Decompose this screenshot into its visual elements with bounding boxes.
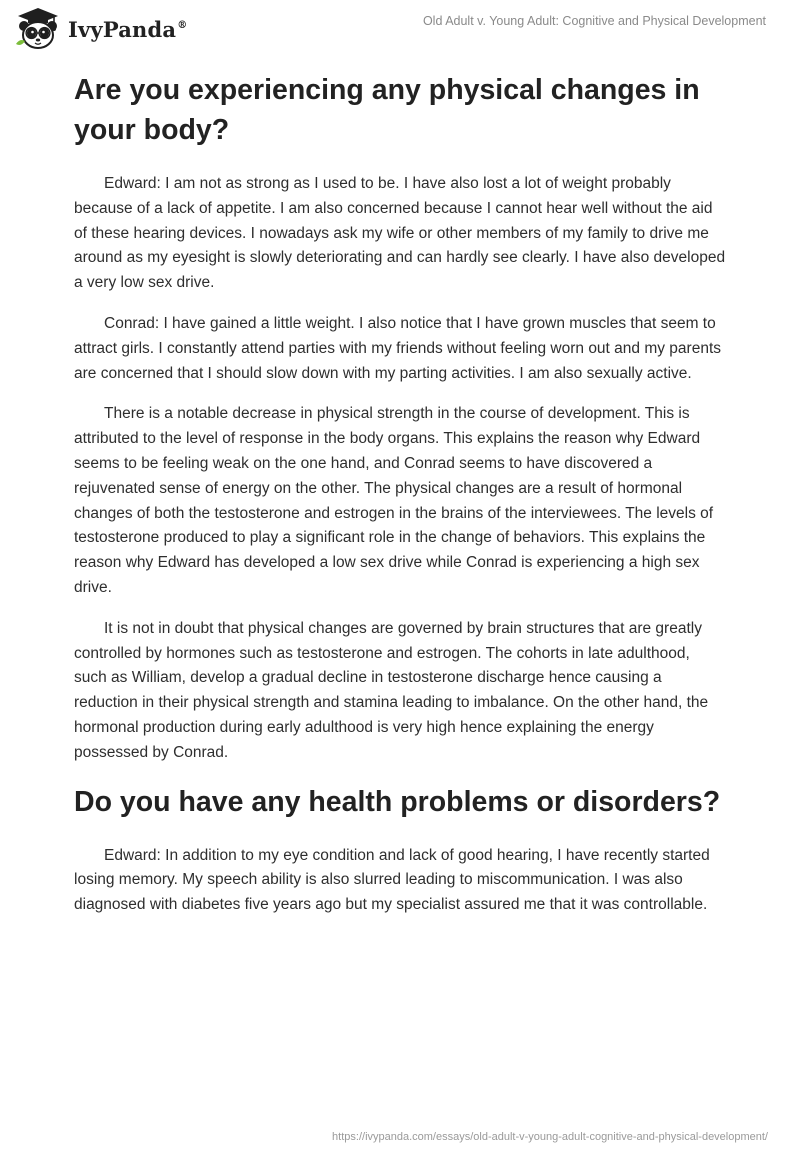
ivypanda-logo[interactable]: [14, 6, 187, 52]
paragraph: Edward: In addition to my eye condition and lack of good hearing, I have recently started losing memory. My speech ability is also slurred leading to miscommunication. I was also diagnosed with diabetes five years ago but my specialist assured me that it was controllable.: [74, 846, 710, 914]
logo-text: IvyPanda®: [68, 16, 188, 42]
paragraph: Conrad: I have gained a little weight. I also notice that I have grown muscles that seem to attract girls. I constantly attend parties with my friends without feeling worn out and my parents are concerned that I should slow down with my parting activities. I am also sexually active.: [74, 314, 722, 382]
paragraph: Edward: I am not as strong as I used to be. I have also lost a lot of weight probably because of a lack of appetite. I am also concerned because I cannot hear well without the aid of these hearing devices. I nowadays ask my wife or other members of my family to drive me around as my eyesight is slowly deteriorating and can hardly see clearly. I have also developed a very low sex drive.: [74, 175, 726, 292]
paragraph: There is a notable decrease in physical strength in the course of development. This is attributed to the level of response in the body organs. This explains the reason why Edward seems to be feeling weak on the one hand, and Conrad seems to have discovered a rejuvenated sense of energy on the other. The physical changes are a result of hormonal changes of both the testosterone and estrogen in the brains of the interviewees. The levels of testosterone produced to play a significant role in the change of behaviors. This explains the reason why Edward has developed a low sex drive while Conrad is experiencing a high sex drive.: [74, 405, 714, 596]
section-heading-physical-changes: Are you experiencing any physical changes in your body?: [74, 74, 700, 146]
source-url[interactable]: https://ivypanda.com/essays/old-adult-v-young-adult-cognitive-and-physical-development/: [332, 1131, 768, 1143]
essay-content: [74, 70, 726, 934]
panda-mascot-icon: [14, 6, 62, 52]
paragraph: It is not in doubt that physical changes are governed by brain structures that are greatly controlled by hormones such as testosterone and estrogen. The cohorts in late adulthood, such as William, develop a gradual decline in testosterone discharge hence causing a reduction in their physical strength and stamina leading to imbalance. On the other hand, the hormonal production during early adulthood is very high hence explaining the energy possessed by Conrad.: [74, 619, 709, 761]
document-title: Old Adult v. Young Adult: Cognitive and Physical Development: [422, 14, 766, 28]
page-header: [0, 0, 800, 60]
section-heading-health-problems: Do you have any health problems or disorders?: [74, 785, 721, 818]
